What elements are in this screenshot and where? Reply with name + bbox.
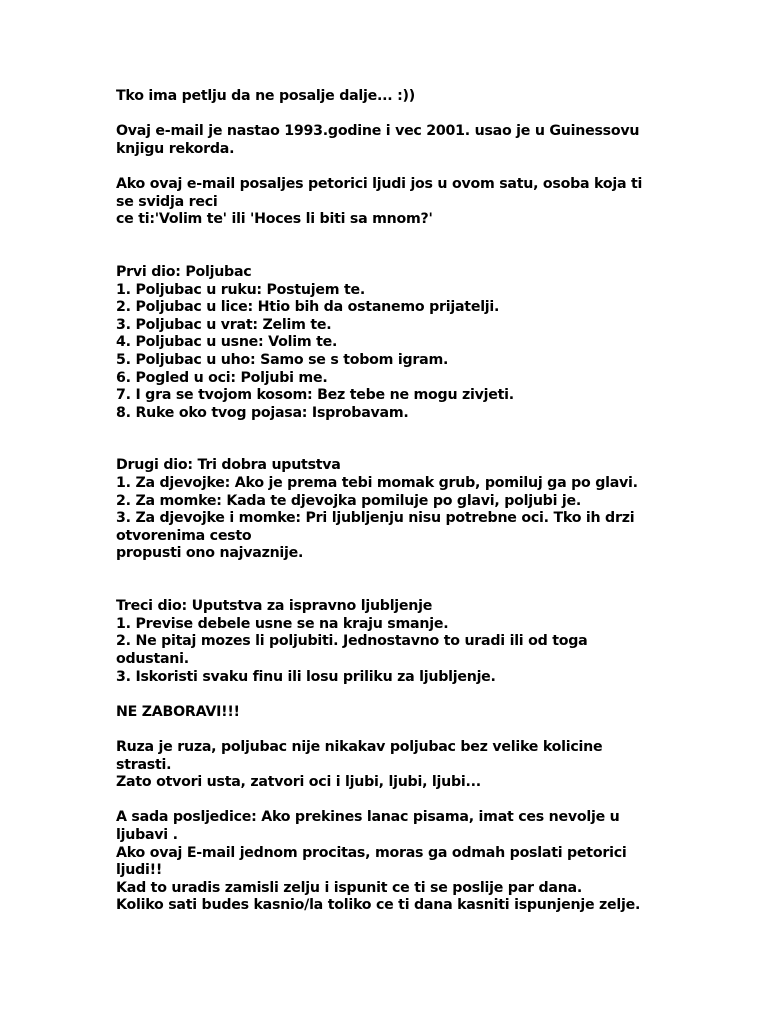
section-heading: Prvi dio: Poljubac <box>116 263 252 280</box>
intro-paragraph-origin <box>116 123 656 158</box>
list-item: 2. Ne pitaj mozes li poljubiti. Jednostavno to uradi ili od toga <box>116 633 588 650</box>
paragraph-line: Ovaj e-mail je nastao 1993.godine i vec 2001. usao je u Guinessovu <box>116 123 640 140</box>
spacer <box>116 158 656 176</box>
paragraph-line: Zato otvori usta, zatvori oci i ljubi, ljubi, ljubi... <box>116 774 481 791</box>
list-item: odustani. <box>116 651 189 667</box>
spacer <box>116 792 656 810</box>
list-item: 6. Pogled u oci: Poljubi me. <box>116 369 328 386</box>
list-item: 1. Za djevojke: Ako je prema tebi momak grub, pomiluj ga po glavi. <box>116 475 638 492</box>
paragraph-line: Koliko sati budes kasnio/la toliko ce ti dana kasniti ispunjenje zelje. <box>116 897 641 914</box>
list-item: 5. Poljubac u uho: Samo se s tobom igram. <box>116 351 449 368</box>
list-item: 2. Poljubac u lice: Htio bih da ostanemo prijatelji. <box>116 299 500 316</box>
list-item: 7. I gra se tvojom kosom: Bez tebe ne mogu zivjeti. <box>116 387 514 404</box>
intro-paragraph-promise <box>116 176 656 229</box>
paragraph-line: ljubavi . <box>116 826 178 843</box>
spacer <box>116 721 656 739</box>
paragraph-line: Ako ovaj E-mail jednom procitas, moras ga odmah poslati petorici <box>116 844 627 861</box>
chain-letter-document <box>116 88 656 915</box>
paragraph-line: Ruza je ruza, poljubac nije nikakav poljubac bez velike kolicine <box>116 738 603 755</box>
paragraph-line: se svidja reci <box>116 193 218 210</box>
spacer <box>116 686 656 704</box>
list-item: 2. Za momke: Kada te djevojka pomiluje po glavi, poljubi je. <box>116 492 582 509</box>
paragraph-line: ce ti:'Volim te' ili 'Hoces li biti sa mnom?' <box>116 211 433 228</box>
list-item: 1. Poljubac u ruku: Postujem te. <box>116 281 366 298</box>
list-item: 8. Ruke oko tvog pojasa: Isprobavam. <box>116 404 409 421</box>
spacer <box>116 422 656 457</box>
paragraph-line: A sada posljedice: Ako prekines lanac pisama, imat ces nevolje u <box>116 809 620 826</box>
list-item: 3. Iskoristi svaku finu ili losu priliku za ljubljenje. <box>116 668 496 685</box>
list-item: 3. Za djevojke i momke: Pri ljubljenju nisu potrebne oci. Tko ih drzi <box>116 510 635 527</box>
paragraph-line: ljudi!! <box>116 862 163 879</box>
spacer <box>116 106 656 124</box>
spacer <box>116 563 656 598</box>
section-part-one <box>116 264 656 422</box>
document-title: Tko ima petlju da ne posalje dalje... :)) <box>116 88 416 104</box>
list-item: otvorenima cesto <box>116 527 252 544</box>
section-part-two <box>116 457 656 563</box>
spacer <box>116 229 656 264</box>
paragraph-line: Ako ovaj e-mail posaljes petorici ljudi jos u ovom satu, osoba koja ti <box>116 175 643 192</box>
list-item: 4. Poljubac u usne: Volim te. <box>116 334 338 351</box>
paragraph-line: strasti. <box>116 756 172 773</box>
reminder-heading: NE ZABORAVI!!! <box>116 703 240 720</box>
reminder-paragraph <box>116 739 656 792</box>
section-heading: Treci dio: Uputstva za ispravno ljubljenje <box>116 598 433 615</box>
section-part-three <box>116 598 656 686</box>
list-item: 1. Previse debele usne se na kraju smanje. <box>116 615 449 632</box>
consequences-paragraph <box>116 809 656 915</box>
paragraph-line: knjigu rekorda. <box>116 140 235 157</box>
section-heading: Drugi dio: Tri dobra uputstva <box>116 457 341 474</box>
list-item: 3. Poljubac u vrat: Zelim te. <box>116 316 332 333</box>
paragraph-line: Kad to uradis zamisli zelju i ispunit ce ti se poslije par dana. <box>116 879 583 896</box>
list-item: propusti ono najvaznije. <box>116 545 304 562</box>
